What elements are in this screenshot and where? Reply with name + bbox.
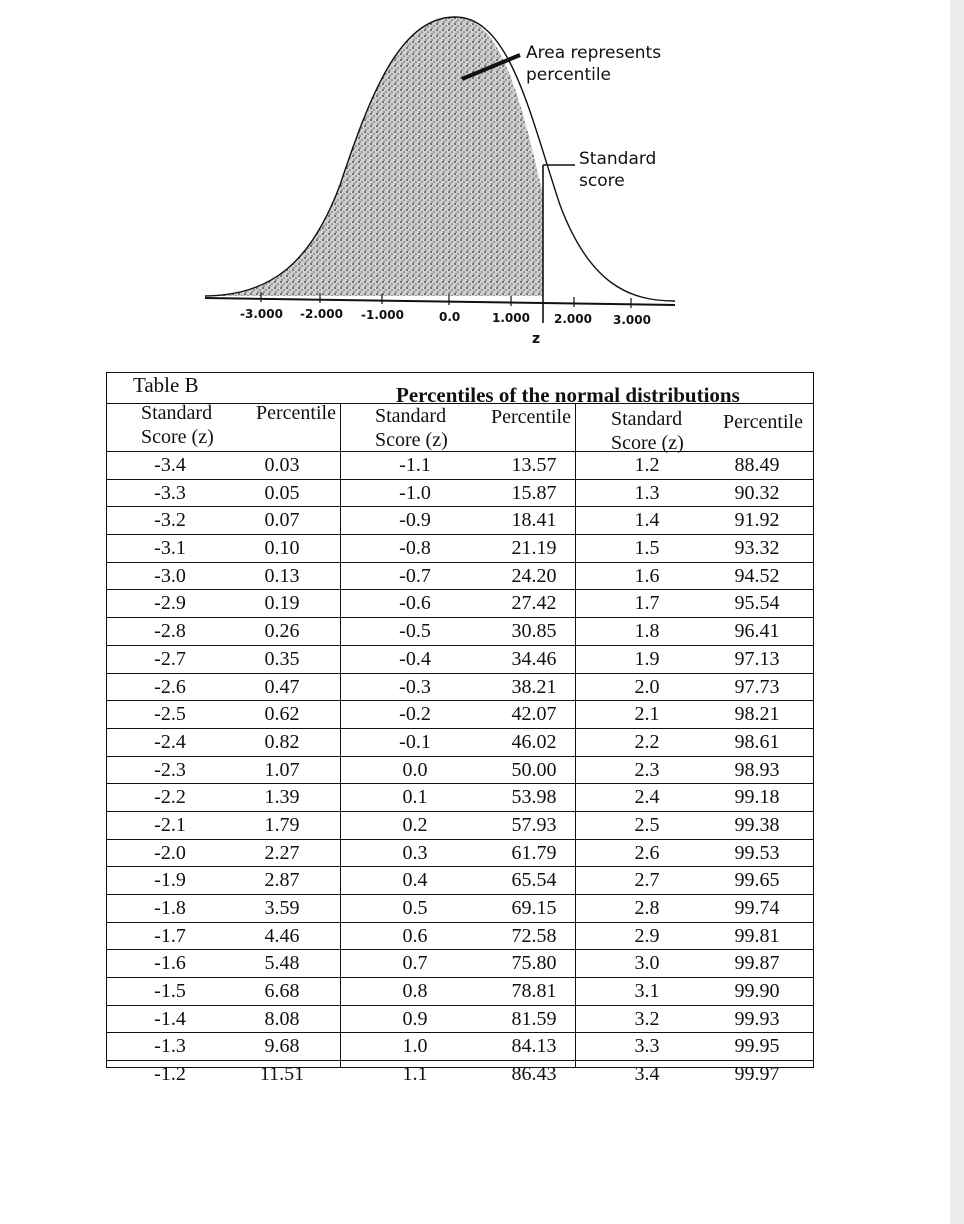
score-cell: 2.6 <box>634 841 660 864</box>
percentile-cell: 91.92 <box>734 509 780 532</box>
percentile-cell: 86.43 <box>511 1063 557 1086</box>
percentile-cell: 21.19 <box>511 537 557 560</box>
score-cell: 0.8 <box>402 980 428 1003</box>
score-cell: -2.9 <box>154 592 186 615</box>
table-row <box>107 922 813 950</box>
score-cell: -3.3 <box>154 481 186 504</box>
percentile-cell: 72.58 <box>511 924 557 947</box>
table-row <box>107 479 813 507</box>
tick-label: 2.000 <box>554 312 592 326</box>
percentile-cell: 94.52 <box>734 564 780 587</box>
score-cell: -2.2 <box>154 786 186 809</box>
column-header-text: Percentile <box>491 406 571 428</box>
score-cell: 1.3 <box>634 481 660 504</box>
table-row <box>107 811 813 839</box>
table-row <box>107 1032 813 1060</box>
score-cell: 3.3 <box>634 1035 660 1058</box>
score-cell: -0.9 <box>399 509 431 532</box>
percentile-cell: 0.13 <box>264 564 300 587</box>
column-header-text: Standard <box>375 405 447 427</box>
percentile-cell: 8.08 <box>264 1007 300 1030</box>
score-cell: 1.7 <box>634 592 660 615</box>
tick-label: 1.000 <box>492 311 530 325</box>
area-annotation-line2: percentile <box>526 65 612 85</box>
table-row <box>107 562 813 590</box>
shaded-area <box>210 17 543 296</box>
percentile-cell: 42.07 <box>511 703 557 726</box>
score-cell: -1.1 <box>399 454 431 476</box>
percentile-cell: 46.02 <box>511 730 557 753</box>
column-header-percentile-3 <box>723 410 803 434</box>
percentile-cell: 24.20 <box>511 564 557 587</box>
table-row <box>107 589 813 617</box>
percentile-cell: 99.87 <box>734 952 780 975</box>
table-row <box>107 783 813 811</box>
score-cell: 0.1 <box>402 786 428 809</box>
percentile-cell: 98.93 <box>734 758 780 781</box>
score-cell: -2.7 <box>154 647 186 670</box>
score-cell: -1.6 <box>154 952 186 975</box>
column-header-text: Percentile <box>723 411 803 433</box>
score-cell: 0.0 <box>402 758 428 781</box>
table-row <box>107 756 813 784</box>
percentile-cell: 88.49 <box>734 454 780 476</box>
percentile-cell: 99.95 <box>734 1035 780 1058</box>
percentile-cell: 75.80 <box>511 952 557 975</box>
score-cell: -0.8 <box>399 537 431 560</box>
score-cell: 1.1 <box>402 1063 428 1086</box>
axis-label-z: z <box>532 331 541 347</box>
column-header-text: Standard <box>141 402 213 424</box>
percentile-cell: 30.85 <box>511 620 557 643</box>
table-body <box>107 451 813 1088</box>
percentile-cell: 81.59 <box>511 1007 557 1030</box>
percentile-cell: 78.81 <box>511 980 557 1003</box>
score-cell: -0.6 <box>399 592 431 615</box>
percentile-cell: 69.15 <box>511 897 557 919</box>
percentile-cell: 65.54 <box>511 869 557 892</box>
column-header-percentile-2 <box>491 405 571 429</box>
score-cell: -2.6 <box>154 675 186 698</box>
column-header-text: Standard <box>611 408 683 430</box>
score-cell: 2.9 <box>634 924 660 947</box>
score-cell: -1.4 <box>154 1007 186 1030</box>
score-cell: -3.0 <box>154 564 186 587</box>
table-title: Percentiles of the normal distributions <box>396 383 740 407</box>
score-cell: -0.2 <box>399 703 431 726</box>
table-row <box>107 1005 813 1033</box>
table-row <box>107 617 813 645</box>
score-cell: -2.5 <box>154 703 186 726</box>
table-row <box>107 866 813 894</box>
score-cell: 0.5 <box>402 897 428 919</box>
percentile-cell: 99.18 <box>734 786 780 809</box>
score-cell: 2.1 <box>634 703 660 726</box>
score-cell: 3.2 <box>634 1007 660 1030</box>
percentile-cell: 0.35 <box>264 647 300 670</box>
tick-label: 3.000 <box>613 313 651 327</box>
x-axis <box>205 298 675 305</box>
score-cell: 2.7 <box>634 869 660 892</box>
table-label: Table B <box>133 373 199 397</box>
tick-label: -1.000 <box>361 308 404 322</box>
percentile-cell: 99.38 <box>734 813 780 836</box>
score-cell: -3.1 <box>154 537 186 560</box>
table-row <box>107 506 813 534</box>
percentile-cell: 34.46 <box>511 647 557 670</box>
score-cell: 0.9 <box>402 1007 428 1030</box>
column-header-text: Score (z) <box>375 429 448 451</box>
percentile-cell: 5.48 <box>264 952 300 975</box>
percentile-cell: 13.57 <box>511 454 557 476</box>
table-row <box>107 673 813 701</box>
score-cell: -1.8 <box>154 897 186 919</box>
column-header-percentile-1 <box>256 401 336 425</box>
score-cell: -0.1 <box>399 730 431 753</box>
score-cell: 2.3 <box>634 758 660 781</box>
percentile-cell: 99.90 <box>734 980 780 1003</box>
table-row <box>107 700 813 728</box>
column-header-text: Score (z) <box>141 426 214 448</box>
percentile-cell: 84.13 <box>511 1035 557 1058</box>
score-cell: 1.4 <box>634 509 660 532</box>
score-cell: -0.3 <box>399 675 431 698</box>
table-row <box>107 949 813 977</box>
percentile-cell: 53.98 <box>511 786 557 809</box>
percentile-table <box>106 372 814 1086</box>
percentile-cell: 11.51 <box>259 1063 305 1086</box>
percentile-cell: 2.27 <box>264 841 300 864</box>
score-annotation-line1: Standard <box>579 149 657 169</box>
tick-label: -2.000 <box>300 307 343 321</box>
column-header-score-1 <box>141 401 214 449</box>
percentile-cell: 97.13 <box>734 647 780 670</box>
column-header-score-3 <box>611 407 684 455</box>
percentile-cell: 57.93 <box>511 813 557 836</box>
score-cell: 0.6 <box>402 924 428 947</box>
score-cell: -1.9 <box>154 869 186 892</box>
table-header <box>107 373 813 454</box>
percentile-cell: 18.41 <box>511 509 557 532</box>
column-header-text: Percentile <box>256 402 336 424</box>
score-cell: 1.0 <box>402 1035 428 1058</box>
score-cell: -1.0 <box>399 481 431 504</box>
normal-curve-figure <box>190 5 690 355</box>
percentile-cell: 98.21 <box>734 703 780 726</box>
score-cell: 0.7 <box>402 952 428 975</box>
score-cell: 1.5 <box>634 537 660 560</box>
percentile-cell: 98.61 <box>734 730 780 753</box>
score-cell: -2.8 <box>154 620 186 643</box>
score-cell: 1.6 <box>634 564 660 587</box>
table-row <box>107 645 813 673</box>
percentile-cell: 9.68 <box>264 1035 300 1058</box>
score-cell: -2.0 <box>154 841 186 864</box>
score-annotation <box>579 148 656 192</box>
table-row <box>107 1060 813 1088</box>
tick-label: 0.0 <box>439 310 461 324</box>
score-cell: 0.4 <box>402 869 428 892</box>
percentile-cell: 96.41 <box>734 620 780 643</box>
score-cell: 2.8 <box>634 897 660 919</box>
column-header-text: Score (z) <box>611 432 684 454</box>
score-cell: -0.7 <box>399 564 431 587</box>
area-annotation-line1: Area represents <box>526 43 662 63</box>
percentile-cell: 1.07 <box>264 758 300 781</box>
score-cell: -1.2 <box>154 1063 186 1086</box>
percentile-cell: 61.79 <box>511 841 557 864</box>
percentile-cell: 99.65 <box>734 869 780 892</box>
score-cell: -3.2 <box>154 509 186 532</box>
percentile-cell: 95.54 <box>734 592 780 615</box>
score-cell: -3.4 <box>154 454 186 476</box>
score-cell: -2.4 <box>154 730 186 753</box>
percentile-cell: 0.10 <box>264 537 300 560</box>
score-cell: -1.5 <box>154 980 186 1003</box>
percentile-cell: 0.03 <box>264 454 300 476</box>
score-cell: 2.4 <box>634 786 660 809</box>
page-edge <box>950 0 964 1224</box>
percentile-cell: 0.82 <box>264 730 300 753</box>
score-cell: -0.5 <box>399 620 431 643</box>
score-cell: 3.4 <box>634 1063 660 1086</box>
percentile-cell: 27.42 <box>511 592 557 615</box>
score-annotation-line2: score <box>579 171 625 191</box>
percentile-cell: 93.32 <box>734 537 780 560</box>
percentile-cell: 99.53 <box>734 841 780 864</box>
score-cell: 2.0 <box>634 675 660 698</box>
percentile-cell: 1.39 <box>264 786 300 809</box>
table-row <box>107 534 813 562</box>
column-header-score-2 <box>375 404 448 452</box>
percentile-cell: 99.74 <box>734 897 780 919</box>
percentile-cell: 0.26 <box>264 620 300 643</box>
percentile-cell: 90.32 <box>734 481 780 504</box>
table-row <box>107 728 813 756</box>
score-cell: -0.4 <box>399 647 431 670</box>
score-cell: 0.2 <box>402 813 428 836</box>
table-row <box>107 839 813 867</box>
score-cell: -1.7 <box>154 924 186 947</box>
score-cell: 1.9 <box>634 647 660 670</box>
percentile-cell: 99.81 <box>734 924 780 947</box>
score-cell: 3.0 <box>634 952 660 975</box>
score-cell: -2.1 <box>154 813 186 836</box>
score-cell: 1.2 <box>634 454 660 476</box>
percentile-cell: 0.05 <box>264 481 300 504</box>
tick-label: -3.000 <box>240 307 283 321</box>
table-row <box>107 451 813 479</box>
percentile-cell: 0.19 <box>264 592 300 615</box>
percentile-cell: 2.87 <box>264 869 300 892</box>
percentile-cell: 4.46 <box>264 924 300 947</box>
score-cell: 2.2 <box>634 730 660 753</box>
percentile-cell: 3.59 <box>264 897 300 919</box>
table-row <box>107 977 813 1005</box>
table-row <box>107 894 813 922</box>
score-cell: -2.3 <box>154 758 186 781</box>
area-annotation <box>526 42 661 86</box>
percentile-cell: 1.79 <box>264 813 300 836</box>
percentile-cell: 99.93 <box>734 1007 780 1030</box>
percentile-cell: 97.73 <box>734 675 780 698</box>
percentile-cell: 0.62 <box>264 703 300 726</box>
percentile-cell: 50.00 <box>511 758 557 781</box>
score-cell: 2.5 <box>634 813 660 836</box>
score-cell: 3.1 <box>634 980 660 1003</box>
score-cell: -1.3 <box>154 1035 186 1058</box>
percentile-cell: 15.87 <box>511 481 557 504</box>
percentile-cell: 0.07 <box>264 509 300 532</box>
percentile-cell: 0.47 <box>264 675 300 698</box>
percentile-cell: 6.68 <box>264 980 300 1003</box>
percentile-cell: 38.21 <box>511 675 557 698</box>
percentile-cell: 99.97 <box>734 1063 780 1086</box>
score-cell: 1.8 <box>634 620 660 643</box>
score-cell: 0.3 <box>402 841 428 864</box>
